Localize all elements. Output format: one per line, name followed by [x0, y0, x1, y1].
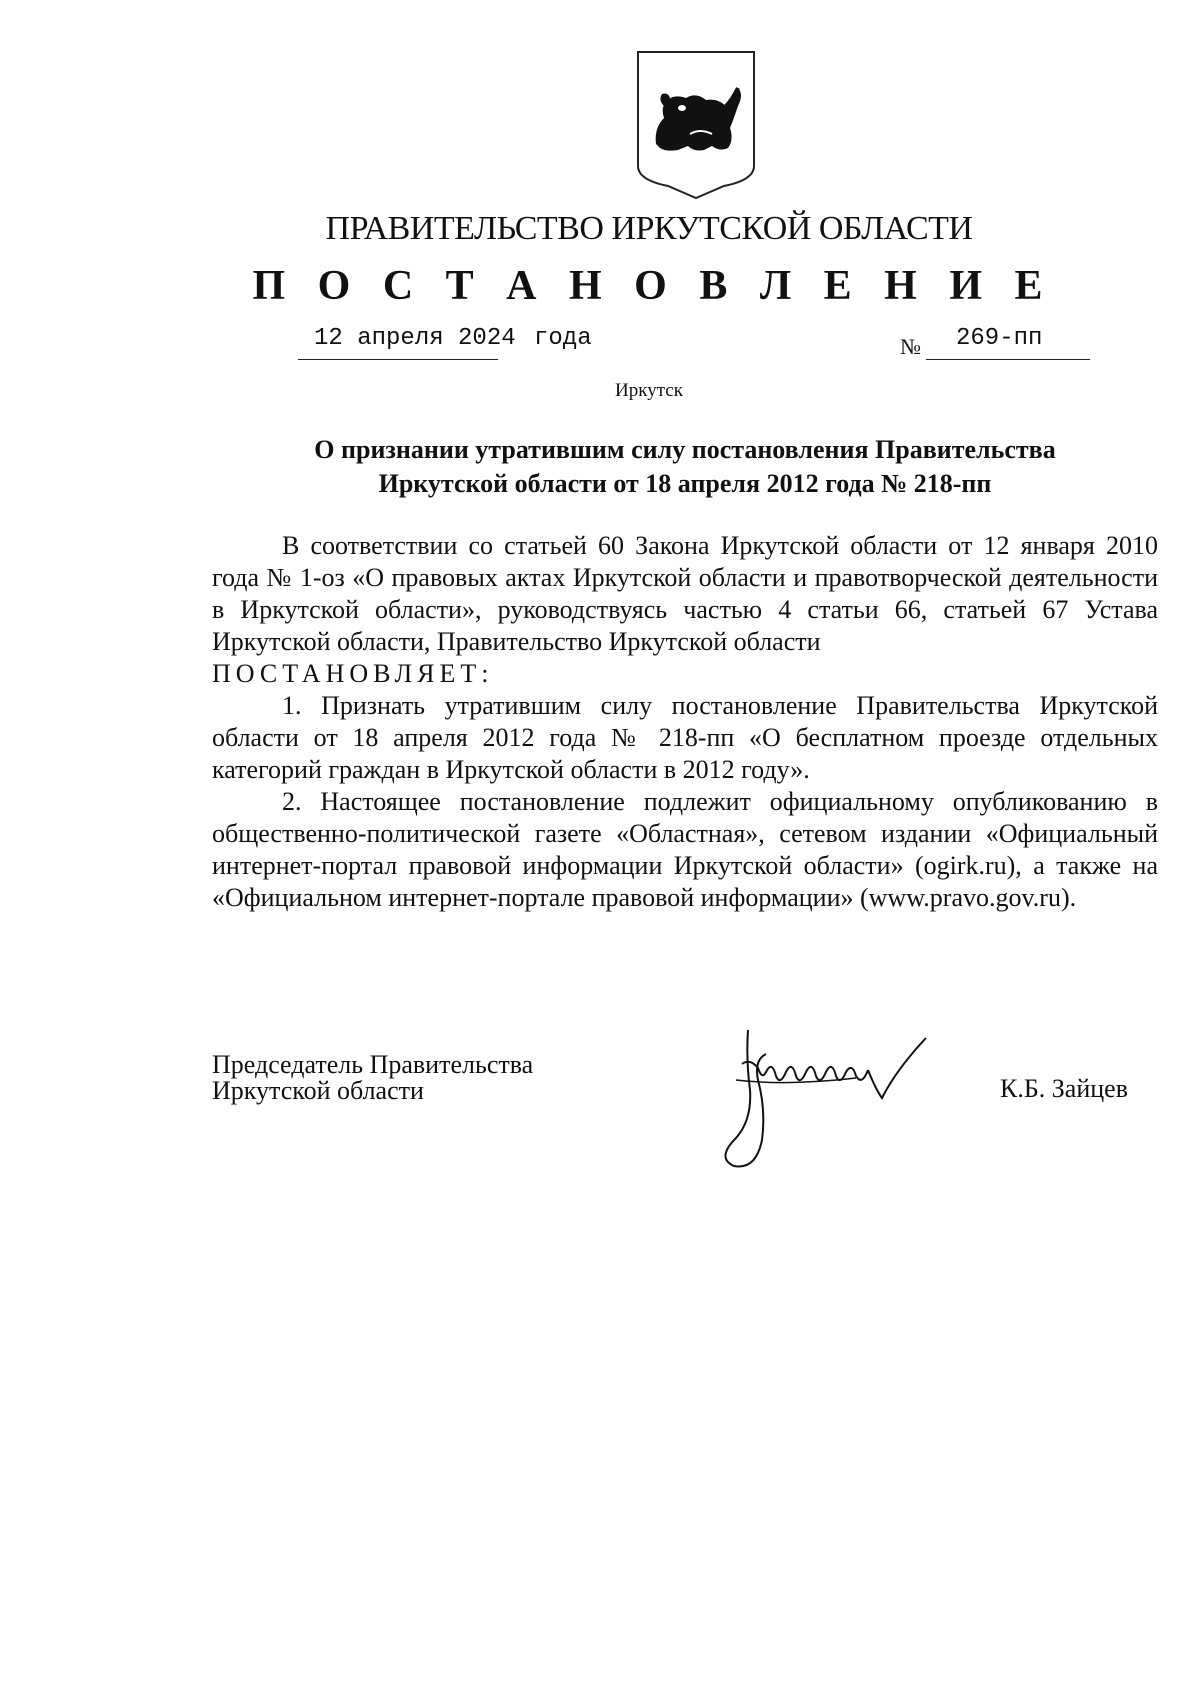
resolves-keyword: ПОСТАНОВЛЯЕТ: — [212, 659, 494, 688]
item-2-paragraph: 2. Настоящее постановление подлежит официальному опубликованию в общественно-политической газете «Областная», сетевом издании «Официальный интернет-портал правовой информации Иркутской области» (ogirk.ru), а также на «Официальном интернет-портале правовой информации» (www.pravo.gov.ru). — [212, 787, 1158, 912]
item-1-paragraph: 1. Признать утратившим силу постановление Правительства Иркутской области от 18 апреля 2012 года № 218-пп «О бесплатном проезде отдельных категорий граждан в Иркутской области в 2012 году». — [212, 691, 1158, 784]
coat-of-arms-icon — [634, 48, 758, 200]
document-date-field — [298, 325, 516, 360]
document-city: Иркутск — [615, 380, 683, 401]
signer-name: К.Б. Зайцев — [1000, 1074, 1128, 1103]
document-date: 12 апреля 2024 — [314, 325, 516, 352]
document-date-suffix: года — [534, 325, 592, 352]
signer-title-line-1: Председатель Правительства — [212, 1050, 534, 1079]
subject-line-2: Иркутской области от 18 апреля 2012 года № 218-пп — [378, 469, 992, 498]
signer-title-line-2: Иркутской области — [212, 1076, 424, 1105]
document-number-field — [926, 325, 1090, 360]
preamble-paragraph: В соответствии со статьей 60 Закона Иркутской области от 12 января 2010 года № 1-оз «О правовых актах Иркутской области и правотворческой деятельности в Иркутской области», руководствуясь частью 4 статьи 66, статьей 67 Устава Иркутской области, Правительство Иркутской области — [212, 531, 1158, 656]
document-number: 269-пп — [956, 325, 1043, 352]
organization-title: ПРАВИТЕЛЬСТВО ИРКУТСКОЙ ОБЛАСТИ — [325, 210, 973, 247]
document-subject — [212, 433, 1158, 501]
document-body — [212, 530, 1158, 914]
number-sign: № — [900, 334, 921, 359]
signer-title — [212, 1052, 533, 1104]
subject-line-1: О признании утратившим силу постановления Правительства — [314, 435, 1056, 464]
document-type-heading: П О С Т А Н О В Л Е Н И Е — [252, 263, 1054, 309]
handwritten-signature-icon — [706, 1020, 956, 1170]
